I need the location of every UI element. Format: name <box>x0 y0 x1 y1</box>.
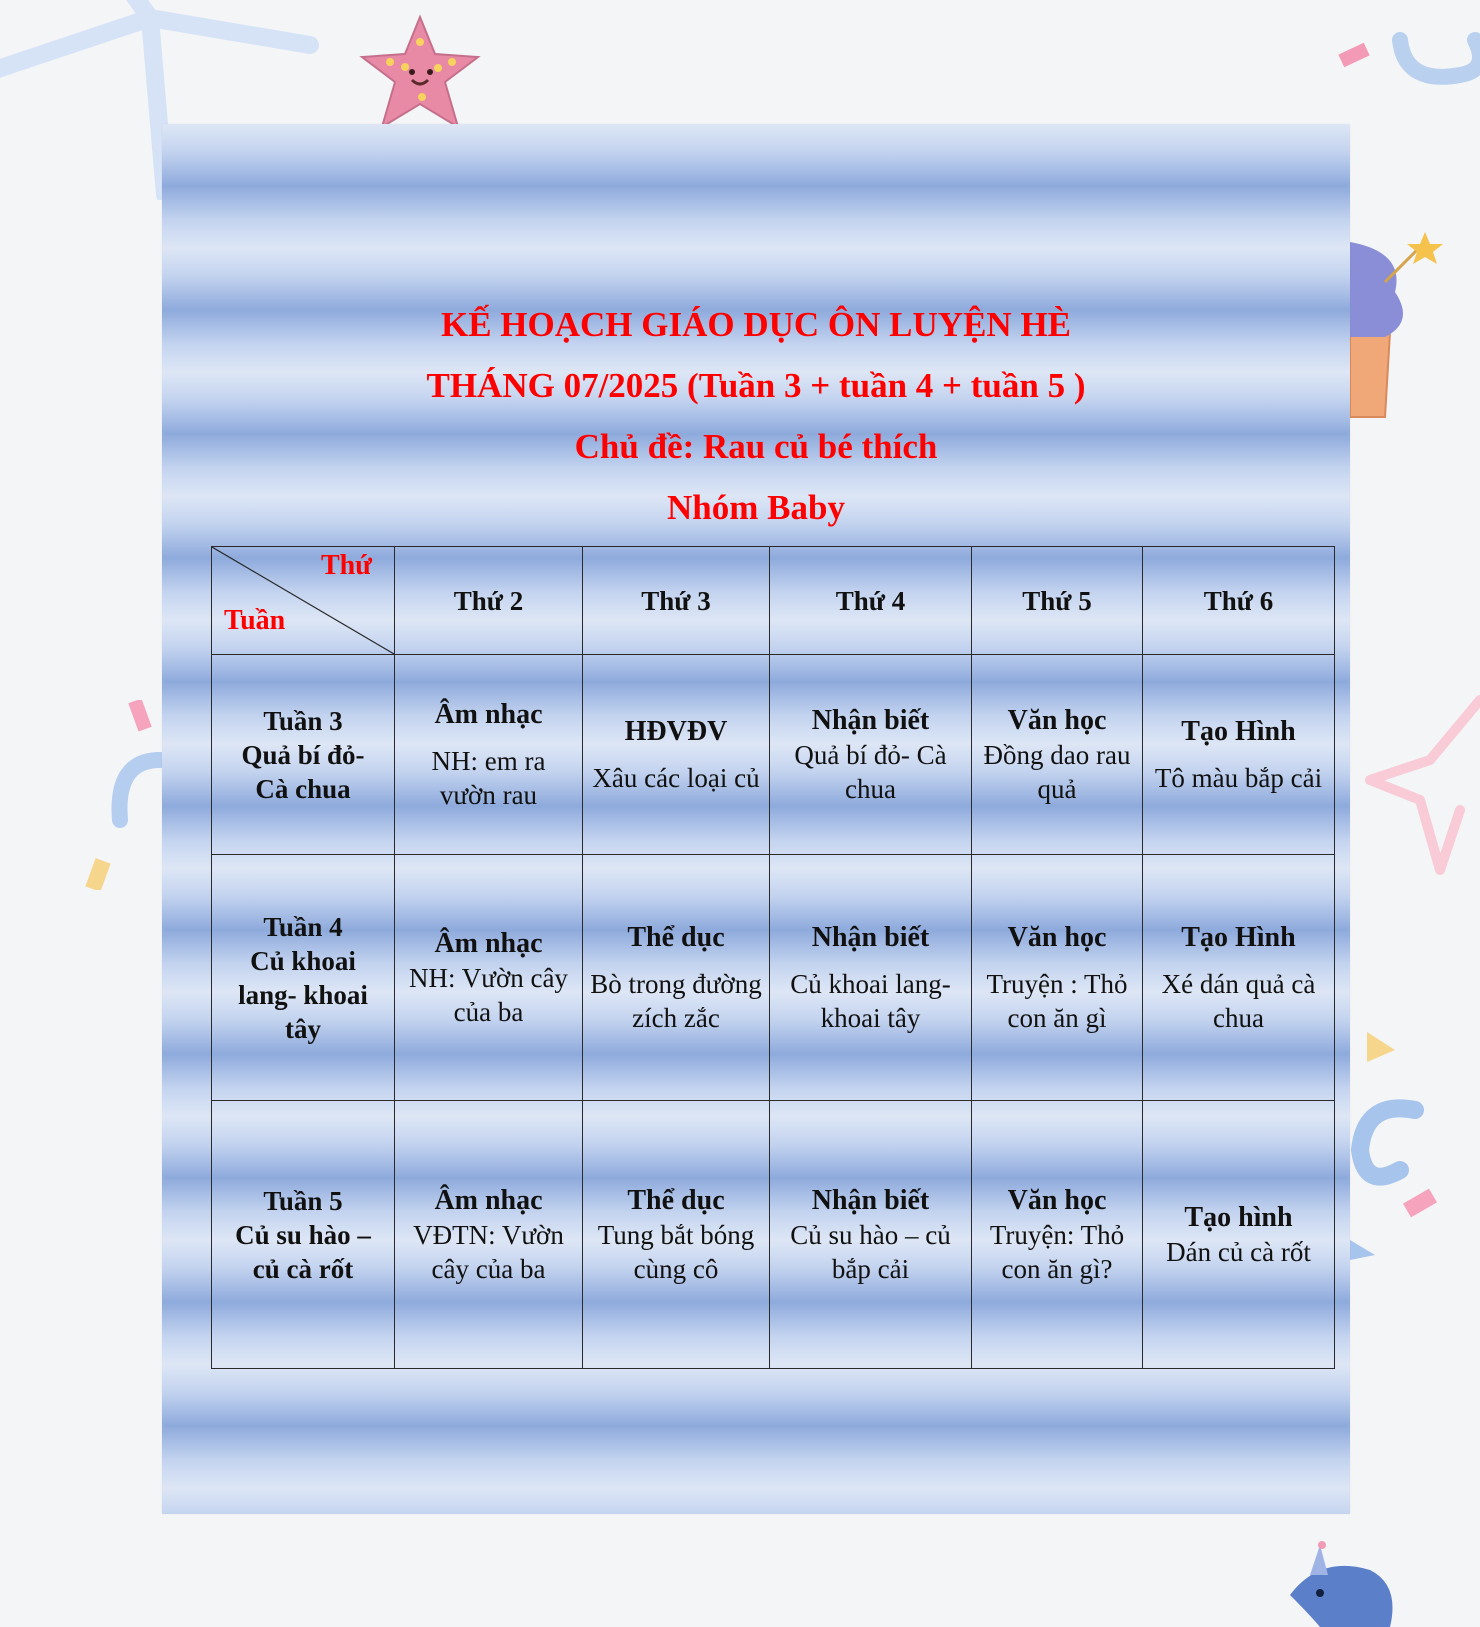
subject-label: Nhận biết <box>811 704 930 736</box>
activity-cell <box>395 655 583 855</box>
week-topic-line: Củ su hào – <box>235 1219 371 1250</box>
corner-week-label: Tuần <box>224 605 286 636</box>
week-title: Tuần 5 <box>263 1185 343 1216</box>
schedule-table <box>211 546 1335 1369</box>
day-header: Thứ 6 <box>1143 547 1335 655</box>
day-header: Thứ 4 <box>770 547 972 655</box>
subject-label: Văn học <box>1007 704 1107 736</box>
subject-label: Thể dục <box>627 1184 725 1216</box>
subject-label: Nhận biết <box>811 1184 930 1216</box>
activity-text: Truyện: Thỏ con ăn gì? <box>989 1219 1125 1284</box>
week-topic-line: củ cà rốt <box>252 1253 354 1284</box>
subject-label: Tạo hình <box>1184 1201 1293 1233</box>
activity-cell <box>770 1101 972 1369</box>
activity-text: Tô màu bắp cải <box>1154 762 1323 793</box>
week-topic-line: Quả bí đỏ- <box>241 739 365 770</box>
week-topic-line: Cà chua <box>255 773 351 804</box>
week-label-cell <box>212 855 395 1101</box>
day-header: Thứ 2 <box>395 547 583 655</box>
week-label-cell <box>212 655 395 855</box>
activity-text: Dán củ cà rốt <box>1166 1236 1311 1267</box>
plan-sheet <box>162 124 1350 1514</box>
table-header-row <box>212 547 1335 655</box>
day-header: Thứ 5 <box>972 547 1143 655</box>
subject-label: Nhận biết <box>811 921 930 953</box>
activity-text: NH: em ra vườn rau <box>431 745 546 810</box>
activity-text: Bò trong đường zích zắc <box>590 968 762 1033</box>
activity-cell <box>770 655 972 855</box>
subject-label: HĐVĐV <box>624 715 728 747</box>
subject-label: Tạo Hình <box>1181 715 1296 747</box>
subject-label: Thể dục <box>627 921 725 953</box>
swirl-icon <box>1330 0 1480 110</box>
document-title <box>162 294 1350 538</box>
activity-text: Củ khoai lang- khoai tây <box>790 968 951 1033</box>
activity-cell <box>395 855 583 1101</box>
activity-cell <box>1143 655 1335 855</box>
activity-cell <box>583 655 770 855</box>
activity-cell <box>395 1101 583 1369</box>
week-topic-line: lang- khoai <box>238 979 368 1010</box>
starfish-icon <box>350 12 490 127</box>
group-line: Nhóm Baby <box>667 488 845 527</box>
day-header: Thứ 3 <box>583 547 770 655</box>
activity-cell <box>583 855 770 1101</box>
activity-text: VĐTN: Vườn cây của ba <box>413 1219 564 1284</box>
activity-text: NH: Vườn cây của ba <box>409 962 568 1027</box>
activity-cell <box>583 1101 770 1369</box>
table-row <box>212 655 1335 855</box>
week-title: Tuần 3 <box>263 705 343 736</box>
subject-label: Âm nhạc <box>434 698 543 730</box>
confetti-right-icon <box>1345 1020 1465 1260</box>
subject-label: Tạo Hình <box>1181 921 1296 953</box>
table-row <box>212 1101 1335 1369</box>
activity-cell <box>1143 855 1335 1101</box>
corner-day-label: Thứ <box>320 550 372 581</box>
activity-text: Củ su hào – củ bắp cải <box>790 1219 951 1284</box>
corner-cell <box>212 547 395 655</box>
title-line-2: THÁNG 07/2025 (Tuần 3 + tuần 4 + tuần 5 ) <box>426 366 1086 405</box>
cupcake-icon <box>1345 232 1450 422</box>
subject-label: Âm nhạc <box>434 927 543 959</box>
table-row <box>212 855 1335 1101</box>
week-topic-line: tây <box>285 1013 321 1044</box>
activity-text: Quả bí đỏ- Cà chua <box>794 739 947 804</box>
activity-cell <box>972 855 1143 1101</box>
activity-text: Xâu các loại củ <box>592 762 760 793</box>
activity-text: Đồng dao rau quả <box>983 739 1131 804</box>
dolphin-icon <box>1280 1535 1410 1627</box>
activity-text: Tung bắt bóng cùng cô <box>597 1219 755 1284</box>
activity-cell <box>972 1101 1143 1369</box>
topic-line: Chủ đề: Rau củ bé thích <box>574 427 938 466</box>
title-line-1: KẾ HOẠCH GIÁO DỤC ÔN LUYỆN HÈ <box>440 305 1072 344</box>
activity-cell <box>972 655 1143 855</box>
star-outline-pink-icon <box>1360 690 1480 890</box>
activity-cell <box>1143 1101 1335 1369</box>
activity-text: Xé dán quả cà chua <box>1161 968 1316 1033</box>
subject-label: Văn học <box>1007 1184 1107 1216</box>
week-topic-line: Củ khoai <box>250 945 356 976</box>
activity-cell <box>770 855 972 1101</box>
week-title: Tuần 4 <box>263 911 343 942</box>
subject-label: Văn học <box>1007 921 1107 953</box>
activity-text: Truyện : Thỏ con ăn gì <box>986 968 1128 1033</box>
week-label-cell <box>212 1101 395 1369</box>
subject-label: Âm nhạc <box>434 1184 543 1216</box>
